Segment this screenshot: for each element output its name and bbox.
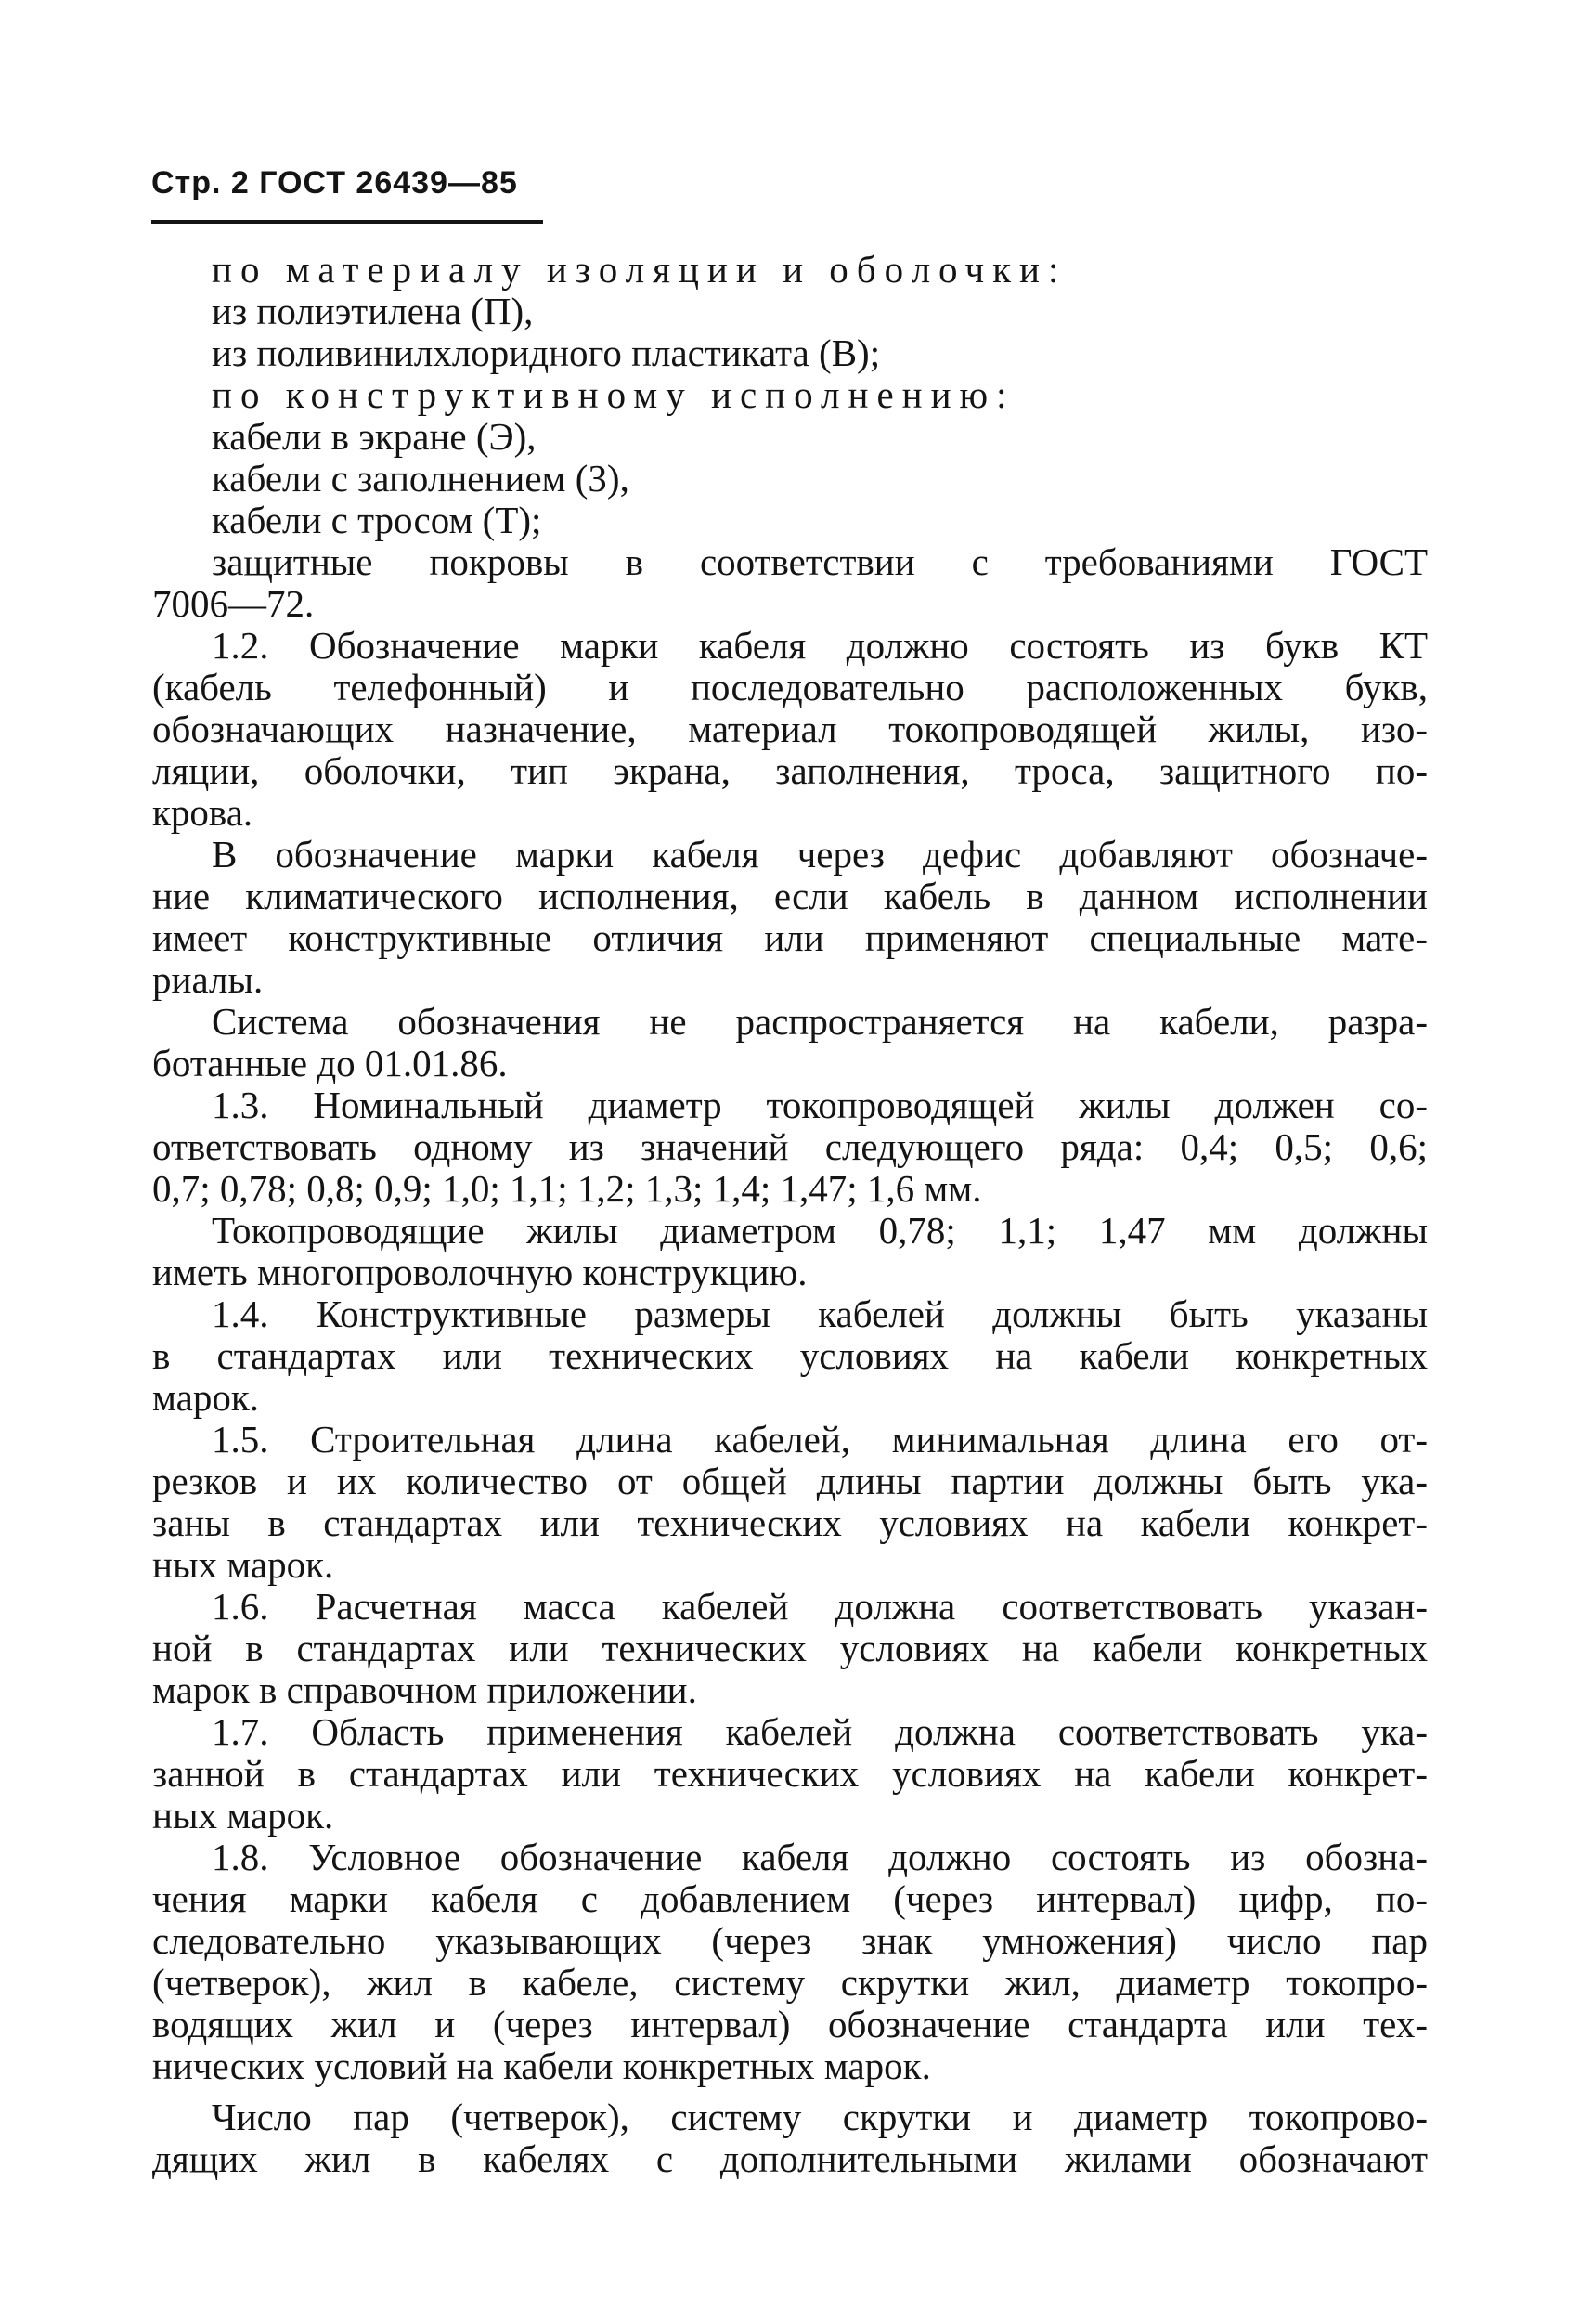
text-line: Система обозначения не распространяется на кабели, разра-: [212, 1001, 1428, 1043]
text-line: ботанные до 01.01.86.: [152, 1043, 508, 1084]
text-line: 1.4. Конструктивные размеры кабелей должны быть указаны: [212, 1293, 1428, 1335]
text-line: дящих жил в кабелях с дополнительными жилами обозначают: [152, 2138, 1428, 2180]
text-line: Число пар (четверок), систему скрутки и диаметр токопрово-: [212, 2097, 1428, 2138]
text-line: (четверок), жил в кабеле, систему скрутки жил, диаметр токопро-: [152, 1962, 1428, 2004]
text-line: ляции, оболочки, тип экрана, заполнения, троса, защитного по-: [152, 750, 1428, 792]
text-line: марок.: [152, 1377, 260, 1419]
text-line: резков и их количество от общей длины партии должны быть ука-: [152, 1461, 1428, 1502]
text-line: по материалу изоляции и оболочки:: [212, 249, 1068, 291]
text-line: 7006—72.: [152, 583, 315, 625]
text-line: иметь многопроволочную конструкцию.: [152, 1252, 808, 1293]
text-line: кабели с заполнением (З),: [212, 458, 629, 500]
text-line: 1.2. Обозначение марки кабеля должно состоять из букв КТ: [212, 625, 1428, 667]
text-line: из полиэтилена (П),: [212, 291, 534, 332]
text-line: заны в стандартах или технических условиях на кабели конкрет-: [152, 1502, 1428, 1544]
text-line: ной в стандартах или технических условиях на кабели конкретных: [152, 1628, 1428, 1669]
text-line: следовательно указывающих (через знак умножения) число пар: [152, 1920, 1428, 1962]
text-line: имеет конструктивные отличия или применяют специальные мате-: [152, 917, 1428, 959]
text-line: ответствовать одному из значений следующего ряда: 0,4; 0,5; 0,6;: [152, 1126, 1428, 1168]
text-line: (кабель телефонный) и последовательно расположенных букв,: [152, 667, 1428, 708]
text-line: защитные покровы в соответствии с требованиями ГОСТ: [212, 541, 1428, 583]
text-line: ных марок.: [152, 1795, 334, 1837]
text-line: 1.3. Номинальный диаметр токопроводящей жилы должен со-: [212, 1084, 1428, 1126]
text-line: В обозначение марки кабеля через дефис добавляют обозначе-: [212, 834, 1428, 876]
text-line: обозначающих назначение, материал токопроводящей жилы, изо-: [152, 708, 1428, 750]
text-line: занной в стандартах или технических условиях на кабели конкрет-: [152, 1753, 1428, 1795]
text-line: 1.5. Строительная длина кабелей, минимальная длина его от-: [212, 1419, 1428, 1461]
text-line: нических условий на кабели конкретных марок.: [152, 2045, 931, 2087]
text-line: ных марок.: [152, 1544, 334, 1586]
text-line: из поливинилхлоридного пластиката (В);: [212, 332, 881, 374]
text-line: водящих жил и (через интервал) обозначение стандарта или тех-: [152, 2004, 1428, 2045]
text-line: ние климатического исполнения, если кабель в данном исполнении: [152, 876, 1428, 917]
text-line: 1.6. Расчетная масса кабелей должна соответствовать указан-: [212, 1586, 1428, 1628]
text-line: кабели в экране (Э),: [212, 416, 537, 458]
text-line: 1.8. Условное обозначение кабеля должно состоять из обозна-: [212, 1837, 1428, 1878]
text-line: Токопроводящие жилы диаметром 0,78; 1,1; 1,47 мм должны: [212, 1210, 1428, 1252]
text-line: по конструктивному исполнению:: [212, 374, 1016, 416]
text-line: чения марки кабеля с добавлением (через интервал) цифр, по-: [152, 1878, 1428, 1920]
body-text: [152, 249, 1428, 2180]
text-line: риалы.: [152, 959, 264, 1001]
text-line: марок в справочном приложении.: [152, 1669, 697, 1711]
text-line: 1.7. Область применения кабелей должна соответствовать ука-: [212, 1711, 1428, 1753]
text-line: 0,7; 0,78; 0,8; 0,9; 1,0; 1,1; 1,2; 1,3; 1,4; 1,47; 1,6 мм.: [152, 1168, 982, 1210]
text-line: крова.: [152, 792, 253, 834]
text-line: кабели с тросом (Т);: [212, 500, 542, 541]
header-rule: [151, 220, 543, 224]
text-line: в стандартах или технических условиях на кабели конкретных: [152, 1335, 1428, 1377]
page-header: Стр. 2 ГОСТ 26439—85: [151, 165, 518, 201]
